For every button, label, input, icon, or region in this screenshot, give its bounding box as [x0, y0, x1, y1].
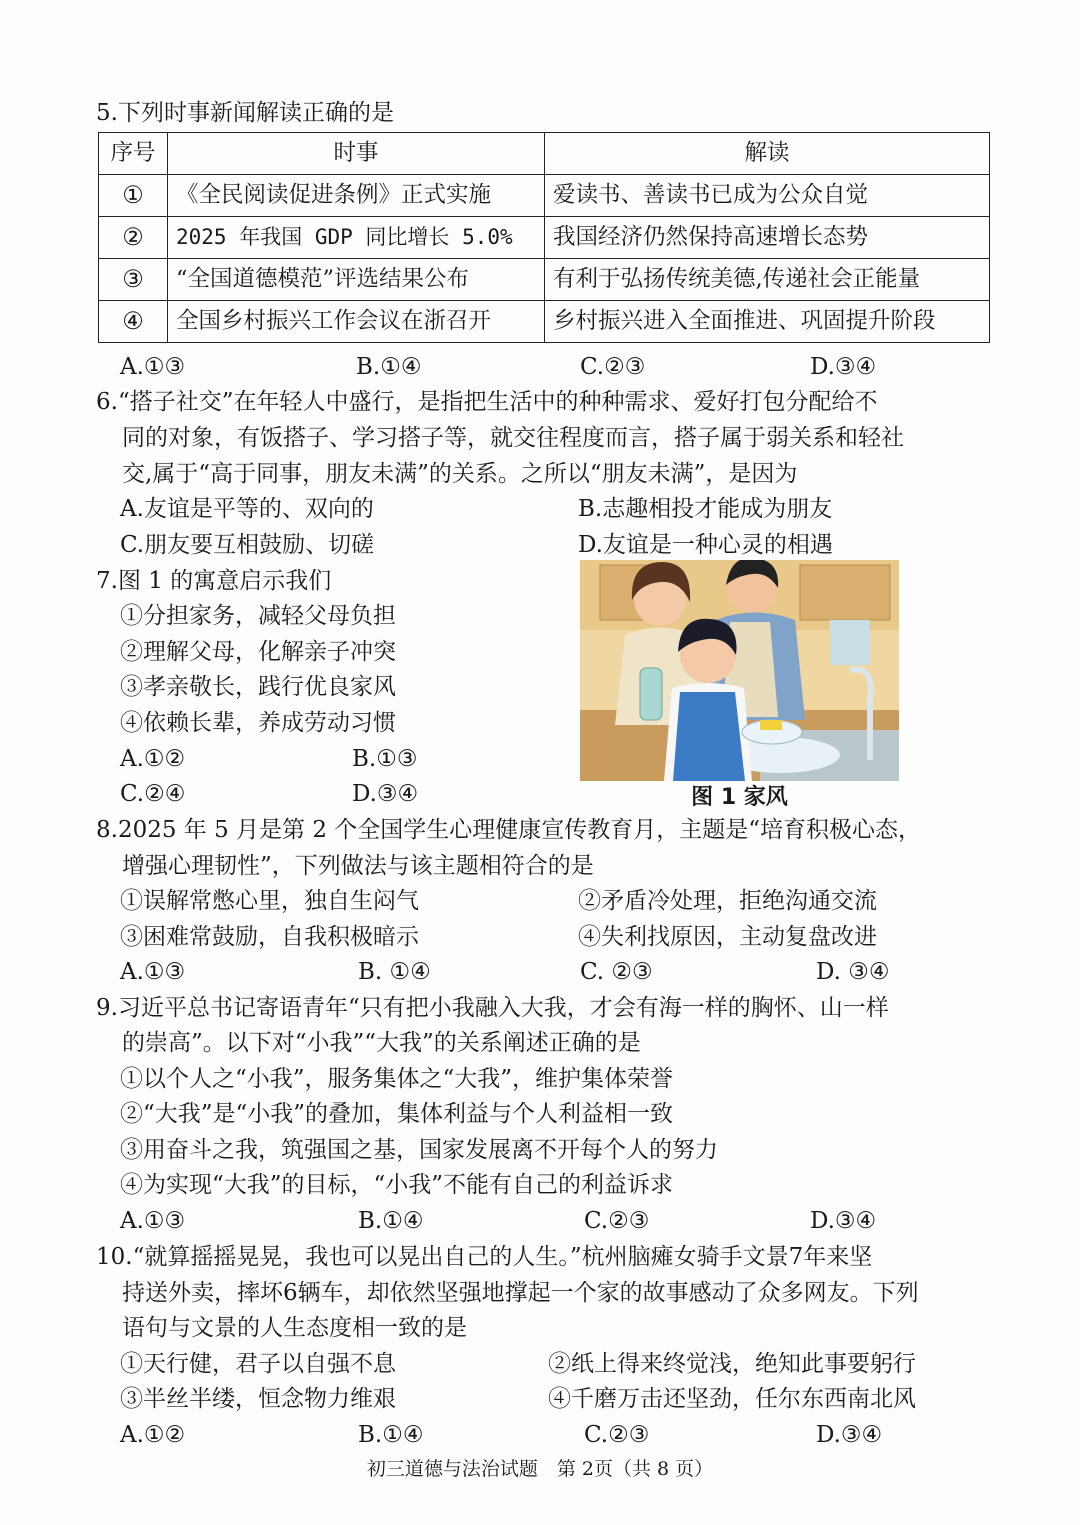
q8-line-2: 增强心理韧性”，下列做法与该主题相符合的是 — [122, 853, 594, 879]
q9-options — [120, 1204, 980, 1239]
q8-line-1: 8.2025 年 5 月是第 2 个全国学生心理健康宣传教育月，主题是“培育积极心态， — [96, 817, 922, 843]
q9-line-2: 的崇高”。以下对“小我”“大我”的关系阐述正确的是 — [122, 1030, 641, 1056]
row-event: 全国乡村振兴工作会议在浙召开 — [168, 301, 545, 343]
option-d[interactable]: D.③④ — [810, 1208, 877, 1234]
option-a[interactable]: A.①② — [120, 746, 186, 772]
q7-options-row-2 — [120, 777, 540, 812]
row-number: ② — [99, 217, 168, 259]
q6-line-1: 6.“搭子社交”在年轻人中盛行，是指把生活中的种种需求、爱好打包分配给不 — [96, 389, 878, 415]
table-row — [99, 175, 990, 217]
row-number: ④ — [99, 301, 168, 343]
header-event: 时事 — [168, 133, 545, 175]
table-row — [99, 217, 990, 259]
q8-options — [120, 955, 980, 990]
q10-options — [120, 1418, 980, 1453]
table-row — [99, 301, 990, 343]
q5-stem: 5.下列时事新闻解读正确的是 — [96, 100, 394, 126]
q8-item-4: ④失利找原因，主动复盘改进 — [578, 924, 877, 950]
q7-options-row-1 — [120, 742, 540, 777]
q6-line-3: 交,属于“高于同事，朋友未满”的关系。之所以“朋友未满”，是因为 — [122, 461, 798, 487]
q7-item-3: ③孝亲敬长，践行优良家风 — [120, 674, 396, 700]
q9-line-1: 9.习近平总书记寄语青年“只有把小我融入大我，才会有海一样的胸怀、山一样 — [96, 995, 889, 1021]
option-c[interactable]: C. ②③ — [580, 959, 653, 985]
option-d[interactable]: D.③④ — [810, 354, 877, 380]
q8-items-row-1 — [120, 884, 980, 919]
q9-item-1: ①以个人之“小我”，服务集体之“大我”，维护集体荣誉 — [120, 1066, 674, 1092]
q9-item-4: ④为实现“大我”的目标，“小我”不能有自己的利益诉求 — [120, 1172, 674, 1198]
row-reading: 乡村振兴进入全面推进、巩固提升阶段 — [545, 301, 990, 343]
row-reading: 有利于弘扬传统美德,传递社会正能量 — [545, 259, 990, 301]
q7-item-1: ①分担家务，减轻父母负担 — [120, 603, 396, 629]
option-c[interactable]: C.②③ — [580, 354, 646, 380]
q9-item-2: ②“大我”是“小我”的叠加，集体利益与个人利益相一致 — [120, 1101, 674, 1127]
q10-item-1: ①天行健，君子以自强不息 — [120, 1351, 396, 1377]
option-c[interactable]: C.②③ — [584, 1208, 650, 1234]
q10-line-2: 持送外卖，摔坏6辆车，却依然坚强地撑起一个家的故事感动了众多网友。下列 — [122, 1280, 919, 1306]
q8-item-3: ③困难常鼓励，自我积极暗示 — [120, 924, 419, 950]
q10-item-2: ②纸上得来终觉浅，绝知此事要躬行 — [548, 1351, 916, 1377]
option-b[interactable]: B.志趣相投才能成为朋友 — [578, 496, 833, 522]
option-b[interactable]: B.①④ — [358, 1422, 424, 1448]
family-illustration — [580, 560, 899, 781]
q10-item-4: ④千磨万击还坚劲，任尔东西南北风 — [548, 1386, 916, 1412]
option-d[interactable]: D.③④ — [816, 1422, 883, 1448]
q5-options — [120, 350, 980, 385]
option-a[interactable]: A.①③ — [120, 1208, 186, 1234]
option-c[interactable]: C.朋友要互相鼓励、切磋 — [120, 532, 375, 558]
q10-items-row-2 — [120, 1382, 980, 1417]
q6-line-2: 同的对象，有饭搭子、学习搭子等，就交往程度而言，搭子属于弱关系和轻社 — [122, 425, 904, 451]
option-b[interactable]: B. ①④ — [358, 959, 431, 985]
q8-item-1: ①误解常憋心里，独自生闷气 — [120, 888, 419, 914]
option-b[interactable]: B.①④ — [356, 354, 422, 380]
row-number: ① — [99, 175, 168, 217]
option-a[interactable]: A.①③ — [120, 354, 186, 380]
q10-items-row-1 — [120, 1347, 980, 1382]
q10-line-1: 10.“就算摇摇晃晃，我也可以晃出自己的人生。”杭州脑瘫女骑手文景7年来坚 — [96, 1244, 873, 1270]
option-a[interactable]: A.友谊是平等的、双向的 — [120, 496, 374, 522]
row-reading: 爱读书、善读书已成为公众自觉 — [545, 175, 990, 217]
option-b[interactable]: B.①③ — [352, 746, 418, 772]
header-number: 序号 — [99, 133, 168, 175]
table-row — [99, 259, 990, 301]
option-a[interactable]: A.①③ — [120, 959, 186, 985]
figure-caption: 图 1 家风 — [691, 785, 788, 810]
row-event: “全国道德模范”评选结果公布 — [168, 259, 545, 301]
row-event: 2025 年我国 GDP 同比增长 5.0% — [168, 217, 545, 259]
option-c[interactable]: C.②③ — [584, 1422, 650, 1448]
q10-line-3: 语句与文景的人生态度相一致的是 — [122, 1315, 467, 1341]
row-number: ③ — [99, 259, 168, 301]
option-b[interactable]: B.①④ — [358, 1208, 424, 1234]
q6-options-row-1 — [120, 492, 980, 527]
q9-item-3: ③用奋斗之我，筑强国之基，国家发展离不开每个人的努力 — [120, 1137, 718, 1163]
row-reading: 我国经济仍然保持高速增长态势 — [545, 217, 990, 259]
q7-stem: 7.图 1 的寓意启示我们 — [96, 568, 332, 594]
q5-news-table — [98, 132, 990, 343]
header-reading: 解读 — [545, 133, 990, 175]
option-a[interactable]: A.①② — [120, 1422, 186, 1448]
option-d[interactable]: D.③④ — [352, 781, 419, 807]
option-d[interactable]: D.友谊是一种心灵的相遇 — [578, 532, 833, 558]
option-c[interactable]: C.②④ — [120, 781, 186, 807]
q7-item-4: ④依赖长辈，养成劳动习惯 — [120, 710, 396, 736]
q6-options-row-2 — [120, 528, 980, 563]
family-illustration-image — [580, 560, 899, 781]
q8-item-2: ②矛盾冷处理，拒绝沟通交流 — [578, 888, 877, 914]
row-event: 《全民阅读促进条例》正式实施 — [168, 175, 545, 217]
q10-item-3: ③半丝半缕，恒念物力维艰 — [120, 1386, 396, 1412]
option-d[interactable]: D. ③④ — [816, 959, 890, 985]
q7-item-2: ②理解父母，化解亲子冲突 — [120, 639, 396, 665]
table-header-row — [99, 133, 990, 175]
q8-items-row-2 — [120, 920, 980, 955]
page-footer: 初三道德与法治试题 第 2页（共 8 页） — [366, 1458, 714, 1480]
